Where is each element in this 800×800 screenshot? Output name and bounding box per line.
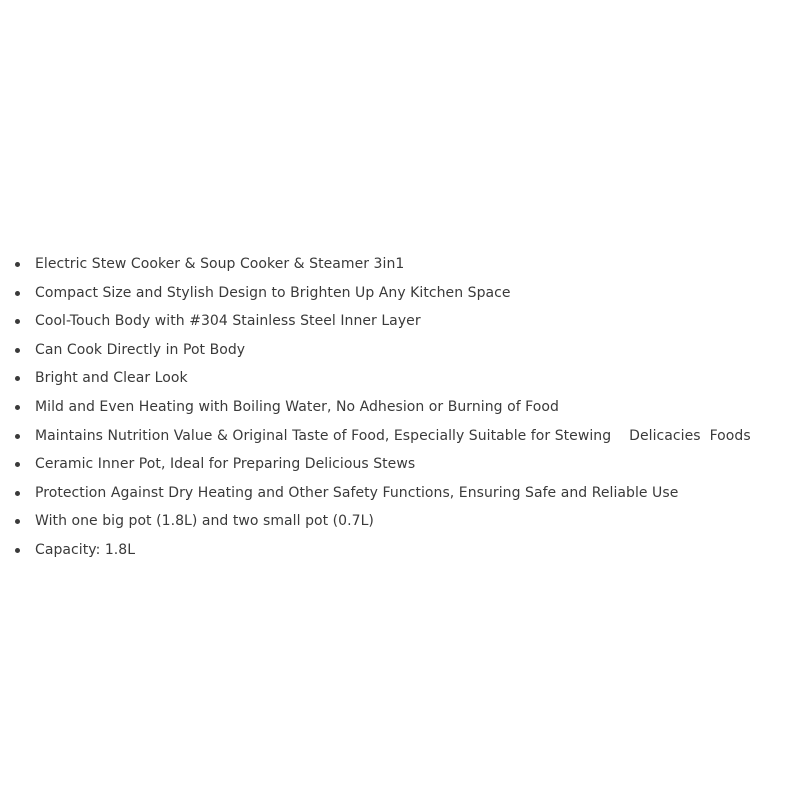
feature-text: Protection Against Dry Heating and Other Safety Functions, Ensuring Safe and Reliable Use: [35, 484, 679, 501]
bullet-icon: [15, 319, 20, 324]
feature-text: Compact Size and Stylish Design to Brighten Up Any Kitchen Space: [35, 284, 511, 301]
feature-item: [0, 536, 800, 565]
bullet-icon: [15, 291, 20, 296]
bullet-icon: [15, 519, 20, 524]
bullet-icon: [15, 262, 20, 267]
feature-text: Maintains Nutrition Value & Original Taste of Food, Especially Suitable for Stewing Delicacies Foods: [35, 427, 751, 444]
feature-text: Electric Stew Cooker & Soup Cooker & Steamer 3in1: [35, 256, 405, 272]
feature-list: [0, 250, 800, 565]
feature-text: Bright and Clear Look: [35, 370, 188, 387]
feature-text: With one big pot (1.8L) and two small pot (0.7L): [35, 513, 374, 530]
feature-text: Capacity: 1.8L: [35, 541, 136, 558]
bullet-icon: [15, 491, 20, 496]
feature-item: [0, 307, 800, 336]
bullet-icon: [15, 462, 20, 467]
feature-item: [0, 336, 800, 365]
feature-text: Cool-Touch Body with #304 Stainless Steel Inner Layer: [35, 313, 421, 330]
feature-text: Ceramic Inner Pot, Ideal for Preparing Delicious Stews: [35, 456, 416, 473]
feature-item: [0, 450, 800, 479]
feature-item: [0, 479, 800, 508]
bullet-icon: [15, 348, 20, 353]
feature-item: [0, 507, 800, 536]
feature-text: Can Cook Directly in Pot Body: [35, 341, 246, 358]
feature-item: [0, 364, 800, 393]
bullet-icon: [15, 548, 20, 553]
feature-text: Mild and Even Heating with Boiling Water, No Adhesion or Burning of Food: [35, 398, 559, 415]
bullet-icon: [15, 434, 20, 439]
feature-item: [0, 250, 800, 279]
bullet-icon: [15, 376, 20, 381]
feature-item: [0, 393, 800, 422]
feature-item: [0, 422, 800, 451]
feature-item: [0, 279, 800, 308]
bullet-icon: [15, 405, 20, 410]
